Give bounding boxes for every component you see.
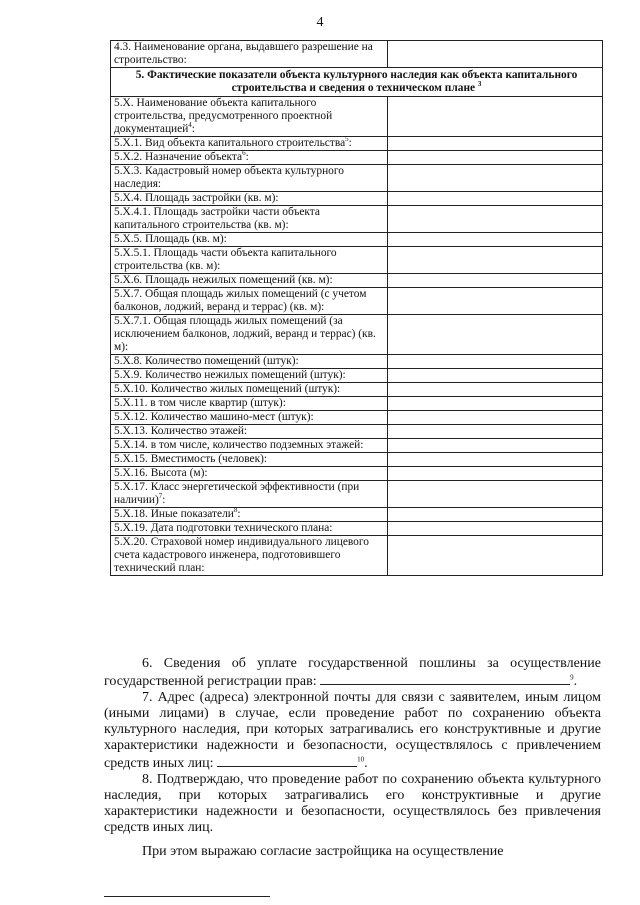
row-value-cell (388, 41, 603, 68)
row-label (111, 425, 388, 439)
row-label (111, 411, 388, 425)
row-label-text: 5.X.11. в том числе квартир (штук): (114, 397, 286, 409)
section-footnote-ref: 3 (477, 80, 482, 89)
row-value-cell (388, 247, 603, 274)
row-value-cell (388, 453, 603, 467)
email-blank-line (217, 754, 357, 767)
row-label (111, 369, 388, 383)
section-header-row (111, 68, 603, 97)
paragraphs (104, 656, 601, 860)
section-title-text: 5. Фактические показатели объекта культурного наследия как объекта капитального строительства и сведения о техническом плане (135, 69, 578, 94)
table-row (111, 97, 603, 137)
row-label-tail: : (162, 494, 166, 506)
row-value-cell (388, 315, 603, 355)
row-value-cell (388, 411, 603, 425)
footnote-ref-10: 10 (357, 755, 365, 764)
footnote-ref: 4 (188, 121, 192, 130)
row-label-text: 5.X.5.1. Площадь части объекта капитального строительства (кв. м): (114, 247, 337, 272)
row-label-tail: : (245, 151, 249, 163)
row-label (111, 508, 388, 522)
table-row (111, 508, 603, 522)
row-label-text: 5.X.7. Общая площадь жилых помещений (с учетом балконов, лоджий, веранд и террас) (кв. м): (114, 288, 367, 313)
row-value-cell (388, 274, 603, 288)
paragraph-7-text: 7. Адрес (адреса) электронной почты для связи с заявителем, иным лицом (иными лицами) в случае, если проведение работ по сохранению объекта культурного наследия, при которых затрагивались его конструктивные и другие характеристики надежности и безопасности, осуществлялось с привлечением средств иных лиц: (104, 690, 601, 771)
footnote-separator (104, 896, 270, 897)
row-value-cell (388, 369, 603, 383)
row-label-text: 5.X.20. Страховой номер индивидуального лицевого счета кадастрового инженера, подготовившего технический план: (114, 536, 369, 574)
row-value-cell (388, 439, 603, 453)
footnote-ref-9: 9 (570, 673, 574, 682)
row-label-text: 5.X.2. Назначение объекта (114, 151, 243, 163)
table-row (111, 165, 603, 192)
table-row (111, 355, 603, 369)
paragraph-6-text: 6. Сведения об уплате государственной пошлины за осуществление государственной регистрации прав: (104, 656, 601, 689)
row-label (111, 274, 388, 288)
row-label (111, 247, 388, 274)
table-row (111, 233, 603, 247)
row-label-text: 5.X.6. Площадь нежилых помещений (кв. м): (114, 274, 333, 286)
row-label (111, 383, 388, 397)
table-row (111, 481, 603, 508)
row-label-text: 5.X.10. Количество жилых помещений (штук): (114, 383, 341, 395)
row-label-text: 5.X.1. Вид объекта капитального строительства (114, 137, 346, 149)
fee-blank-line (320, 672, 570, 685)
row-label (111, 288, 388, 315)
row-label (111, 453, 388, 467)
table-row (111, 397, 603, 411)
table-row (111, 425, 603, 439)
row-value-cell (388, 536, 603, 576)
table-row (111, 453, 603, 467)
row-value-cell (388, 97, 603, 137)
table-row (111, 192, 603, 206)
row-value-cell (388, 165, 603, 192)
row-label-text: 5.X.9. Количество нежилых помещений (штук): (114, 369, 346, 381)
table-row (111, 369, 603, 383)
table-row (111, 206, 603, 233)
table-row (111, 137, 603, 151)
table-row (111, 151, 603, 165)
row-label (111, 522, 388, 536)
row-value-cell (388, 192, 603, 206)
row-label: 4.3. Наименование органа, выдавшего разрешение на строительство: (111, 41, 388, 68)
row-label (111, 467, 388, 481)
row-value-cell (388, 508, 603, 522)
row-value-cell (388, 206, 603, 233)
row-label (111, 192, 388, 206)
footnote-ref: 7 (158, 492, 163, 501)
row-label-text: 5.X.15. Вместимость (человек): (114, 453, 268, 465)
row-label (111, 165, 388, 192)
footnote-ref: 6 (242, 149, 246, 158)
row-label (111, 137, 388, 151)
table-row (111, 467, 603, 481)
row-value-cell (388, 481, 603, 508)
table-row (111, 439, 603, 453)
row-value-cell (388, 522, 603, 536)
row-label (111, 206, 388, 233)
row-value-cell (388, 233, 603, 247)
row-label (111, 536, 388, 576)
row-label (111, 233, 388, 247)
row-label-text: 5.X.14. в том числе, количество подземных этажей: (114, 439, 364, 451)
row-value-cell (388, 467, 603, 481)
row-value-cell (388, 288, 603, 315)
row-value-cell (388, 397, 603, 411)
table-row (111, 288, 603, 315)
row-label-text: 5.X.4.1. Площадь застройки части объекта капитального строительства (кв. м): (114, 206, 320, 231)
footnote-ref: 5 (345, 135, 349, 144)
row-label-text: 5.X.5. Площадь (кв. м): (114, 233, 227, 245)
row-label (111, 397, 388, 411)
footnote-ref: 8 (233, 506, 238, 515)
row-label (111, 439, 388, 453)
table-row (111, 522, 603, 536)
paragraph-9: При этом выражаю согласие застройщика на осуществление (142, 844, 504, 859)
row-label-tail: : (237, 508, 241, 520)
table-row (111, 383, 603, 397)
row-value-cell (388, 383, 603, 397)
row-label-text: 5.X.7.1. Общая площадь жилых помещений (за исключением балконов, лоджий, веранд и террас) (кв. м): (114, 315, 376, 353)
row-label (111, 355, 388, 369)
row-label-text: 5.X.3. Кадастровый номер объекта культурного наследия: (114, 165, 344, 190)
row-label-text: 5.X.13. Количество этажей: (114, 425, 248, 437)
indicators-table (110, 40, 603, 576)
page-number: 4 (316, 15, 324, 30)
table-row (111, 41, 603, 68)
row-label-text: 5.X.8. Количество помещений (штук): (114, 355, 299, 367)
paragraph-7: 7. Адрес (адреса) электронной почты для связи с заявителем, иным лицом (иными лицами) в случае, если проведение работ по сохранению объекта культурного наследия, при которых затрагивались его конструктивные и другие характеристики надежности и безопасности, осуществлялось с привлечением средств иных лиц: $^{10}$. (104, 690, 601, 771)
row-label-text: 5.X.4. Площадь застройки (кв. м): (114, 192, 279, 204)
row-label (111, 481, 388, 508)
row-label (111, 315, 388, 355)
row-label-text: 5.X.19. Дата подготовки технического плана: (114, 522, 333, 534)
row-label-text: 5.X. Наименование объекта капитального строительства, предусмотренного проектной документацией (114, 97, 333, 135)
row-value-cell (388, 137, 603, 151)
table-row (111, 411, 603, 425)
paragraph-8: 8. Подтверждаю, что проведение работ по сохранению объекта культурного наследия, при которых затрагивались его конструктивные и другие характеристики надежности и безопасности, осуществлялось без привлечения средств иных лиц. (104, 772, 601, 835)
row-label-text: 5.X.12. Количество машино-мест (штук): (114, 411, 314, 423)
row-label-text: 5.X.17. Класс энергетической эффективности (при наличии) (114, 481, 360, 506)
table-row (111, 274, 603, 288)
paragraph-6: 6. Сведения об уплате государственной пошлины за осуществление государственной регистрации прав: $^9$. (104, 656, 601, 689)
section-title (111, 68, 603, 97)
row-value-cell (388, 425, 603, 439)
row-label (111, 151, 388, 165)
row-label (111, 97, 388, 137)
row-label-text: 5.X.18. Иные показатели (114, 508, 234, 520)
row-label-tail: : (348, 137, 352, 149)
table-row (111, 315, 603, 355)
table-row (111, 536, 603, 576)
row-label-text: 5.X.16. Высота (м): (114, 467, 208, 479)
row-value-cell (388, 151, 603, 165)
table-row (111, 247, 603, 274)
row-value-cell (388, 355, 603, 369)
row-label-tail: : (191, 123, 195, 135)
